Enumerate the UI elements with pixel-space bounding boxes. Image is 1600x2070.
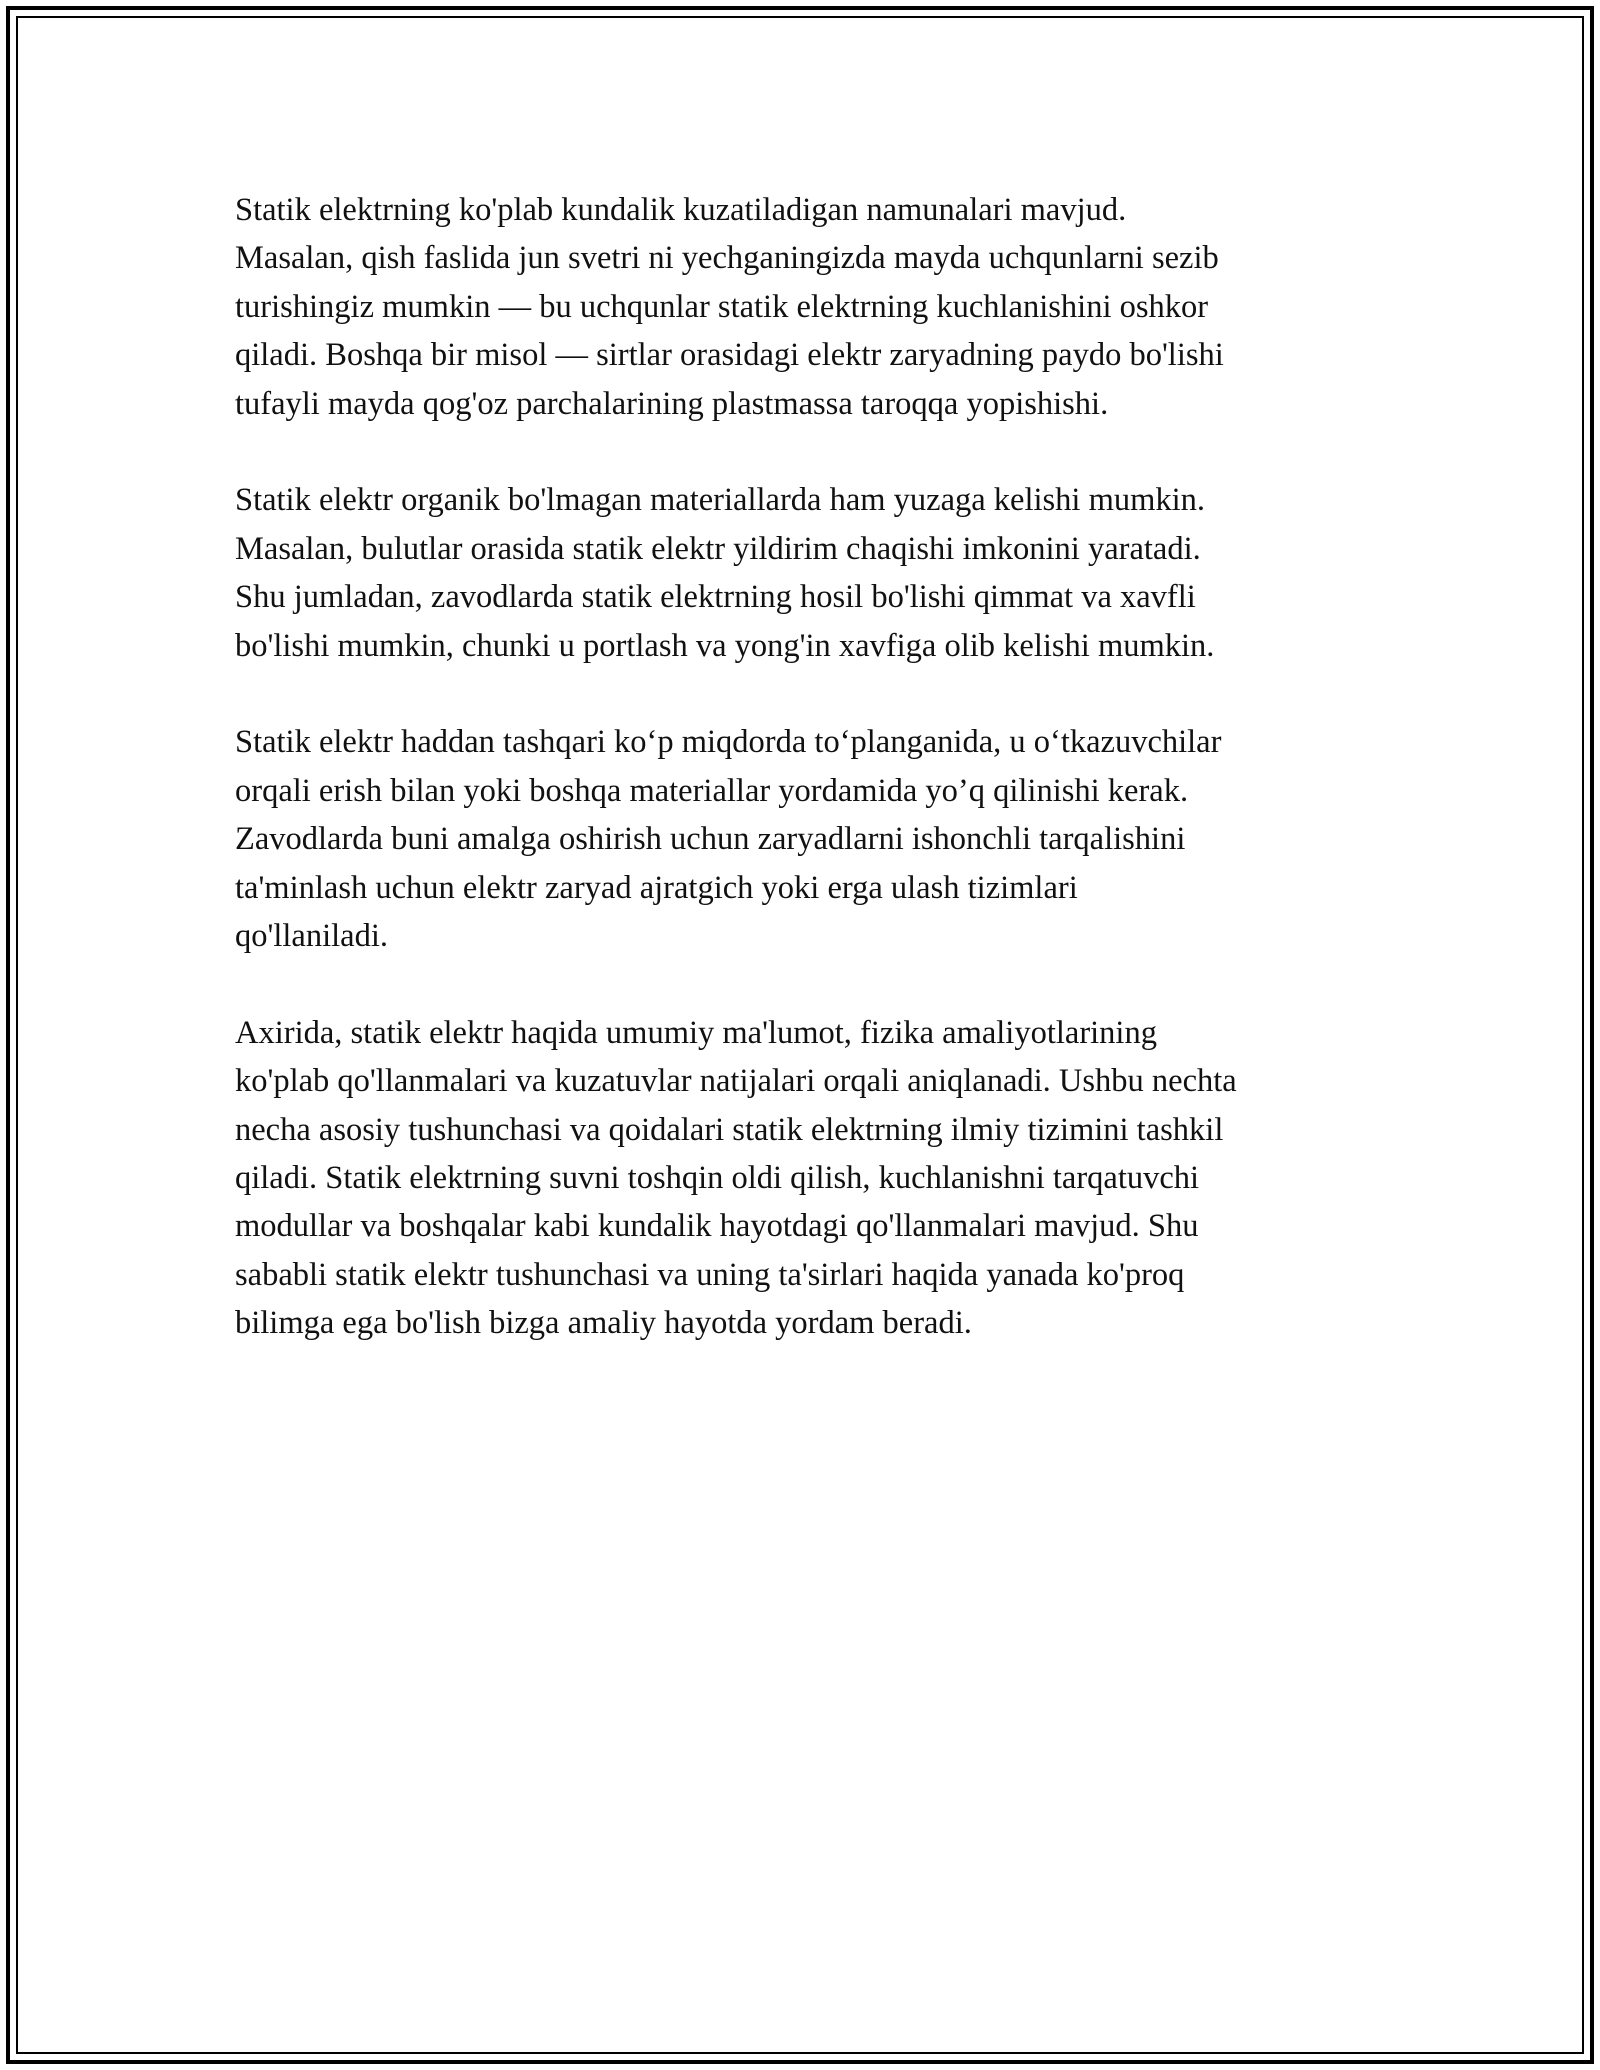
paragraph-3 [235,718,1395,960]
text-line: orqali erish bilan yoki boshqa materiallar yordamida yo’q qilinishi kerak. [235,772,1189,809]
text-line: modullar va boshqalar kabi kundalik hayotdagi qo'llanmalari mavjud. Shu [235,1208,1199,1245]
text-line: Statik elektrning ko'plab kundalik kuzatiladigan namunalari mavjud. [235,192,1127,228]
text-line: Statik elektr haddan tashqari ko‘p miqdorda to‘planganida, u o‘tkazuvchilar [235,724,1222,761]
text-line: qiladi. Statik elektrning suvni toshqin oldi qilish, kuchlanishni tarqatuvchi [235,1160,1200,1197]
text-line: turishingiz mumkin — bu uchqunlar statik elektrning kuchlanishini oshkor [235,288,1209,325]
text-line: sababli statik elektr tushunchasi va uning ta'sirlari haqida yanada ko'proq [235,1256,1185,1293]
paragraph-4 [235,1009,1395,1348]
text-line: bilimga ega bo'lish bizga amaliy hayotda yordam beradi. [235,1305,972,1342]
text-line: bo'lishi mumkin, chunki u portlash va yong'in xavfiga olib kelishi mumkin. [235,627,1215,664]
text-line: Shu jumladan, zavodlarda statik elektrning hosil bo'lishi qimmat va xavfli [235,579,1196,616]
text-line: Zavodlarda buni amalga oshirish uchun zaryadlarni ishonchli tarqalishini [235,821,1186,858]
text-line: Masalan, bulutlar orasida statik elektr yildirim chaqishi imkonini yaratadi. [235,530,1201,567]
text-line: Masalan, qish faslida jun svetri ni yechganingizda mayda uchqunlarni sezib [235,240,1219,277]
text-line: tufayli mayda qog'oz parchalarining plastmassa taroqqa yopishishi. [235,385,1109,422]
text-line: qo'llaniladi. [235,918,388,955]
document-body [235,186,1395,1348]
text-line: necha asosiy tushunchasi va qoidalari statik elektrning ilmiy tizimini tashkil [235,1111,1224,1148]
text-line: ta'minlash uchun elektr zaryad ajratgich yoki erga ulash tizimlari [235,869,1078,906]
paragraph-1 [235,186,1395,428]
text-line: Statik elektr organik bo'lmagan materiallarda ham yuzaga kelishi mumkin. [235,482,1206,519]
text-line: Axirida, statik elektr haqida umumiy ma'lumot, fizika amaliyotlarining [235,1014,1157,1051]
text-line: qiladi. Boshqa bir misol — sirtlar orasidagi elektr zaryadning paydo bo'lishi [235,337,1224,374]
paragraph-2 [235,476,1395,670]
text-line: ko'plab qo'llanmalari va kuzatuvlar natijalari orqali aniqlanadi. Ushbu nechta [235,1063,1237,1100]
